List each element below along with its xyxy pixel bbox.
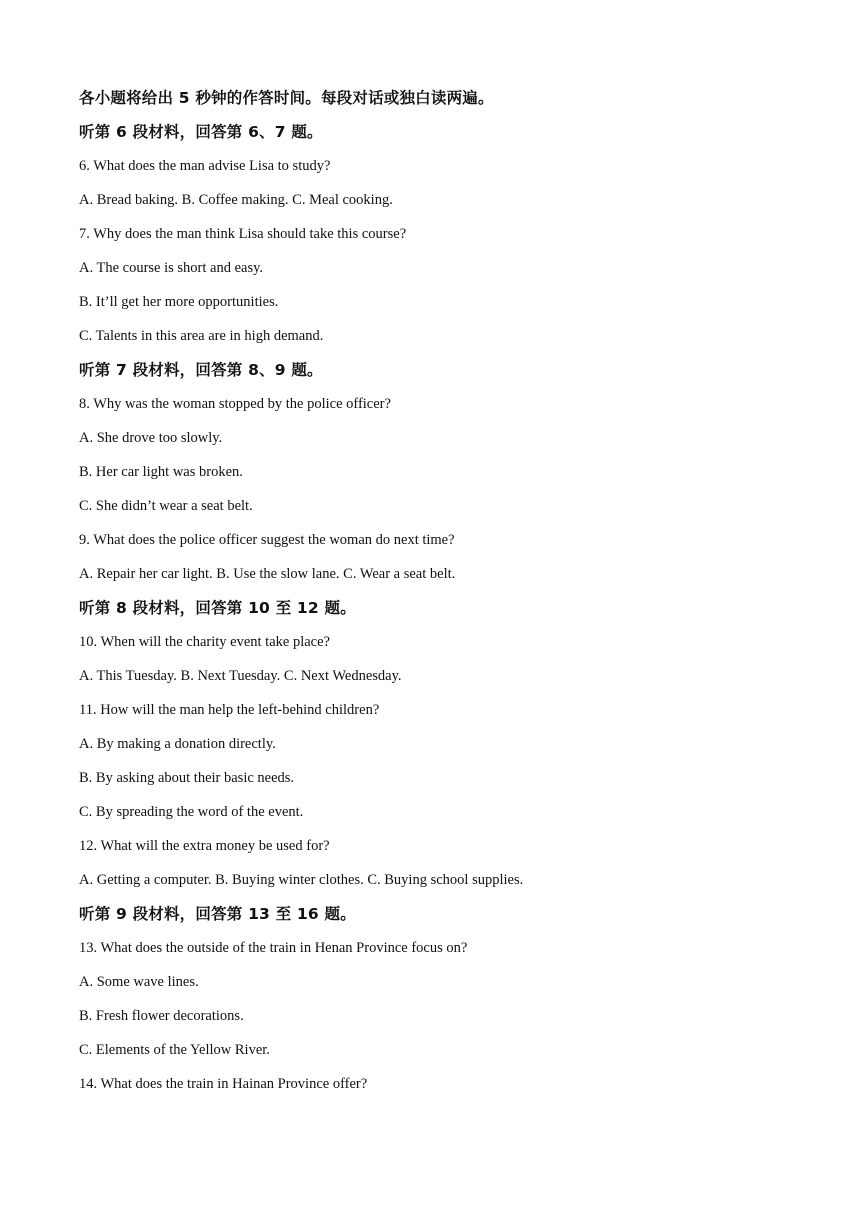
question-line: 12. What will the extra money be used for?	[79, 838, 330, 854]
option-line: C. Elements of the Yellow River.	[79, 1042, 270, 1058]
option-line: C. By spreading the word of the event.	[79, 804, 304, 820]
question-line: 8. Why was the woman stopped by the police officer?	[79, 396, 391, 412]
option-line: B. It’ll get her more opportunities.	[79, 294, 279, 310]
option-line: A. She drove too slowly.	[79, 430, 223, 446]
section-heading: 听第 6 段材料，回答第 6、7 题。	[79, 123, 323, 141]
question-line: 11. How will the man help the left-behind children?	[79, 702, 380, 718]
question-line: 13. What does the outside of the train in Henan Province focus on?	[79, 940, 468, 956]
option-line: B. Her car light was broken.	[79, 464, 243, 480]
option-line: A. This Tuesday. B. Next Tuesday. C. Next Wednesday.	[79, 668, 402, 684]
option-line: B. By asking about their basic needs.	[79, 770, 295, 786]
question-line: 10. When will the charity event take place?	[79, 634, 330, 650]
option-line: A. Bread baking. B. Coffee making. C. Meal cooking.	[79, 192, 393, 208]
option-line: C. Talents in this area are in high demand.	[79, 328, 324, 344]
section-heading: 听第 9 段材料，回答第 13 至 16 题。	[79, 905, 356, 923]
question-line: 14. What does the train in Hainan Province offer?	[79, 1076, 368, 1092]
option-line: A. The course is short and easy.	[79, 260, 264, 276]
option-line: A. Some wave lines.	[79, 974, 199, 990]
document-page	[79, 84, 819, 1104]
question-line: 7. Why does the man think Lisa should take this course?	[79, 226, 407, 242]
section-heading: 听第 8 段材料，回答第 10 至 12 题。	[79, 599, 356, 617]
option-line: A. By making a donation directly.	[79, 736, 276, 752]
option-line: C. She didn’t wear a seat belt.	[79, 498, 253, 514]
option-line: B. Fresh flower decorations.	[79, 1008, 244, 1024]
section-heading: 听第 7 段材料，回答第 8、9 题。	[79, 361, 323, 379]
option-line: A. Repair her car light. B. Use the slow lane. C. Wear a seat belt.	[79, 566, 456, 582]
intro-instruction: 各小题将给出 5 秒钟的作答时间。每段对话或独白读两遍。	[79, 89, 494, 107]
question-line: 9. What does the police officer suggest the woman do next time?	[79, 532, 455, 548]
option-line: A. Getting a computer. B. Buying winter clothes. C. Buying school supplies.	[79, 872, 524, 888]
question-line: 6. What does the man advise Lisa to study?	[79, 158, 331, 174]
